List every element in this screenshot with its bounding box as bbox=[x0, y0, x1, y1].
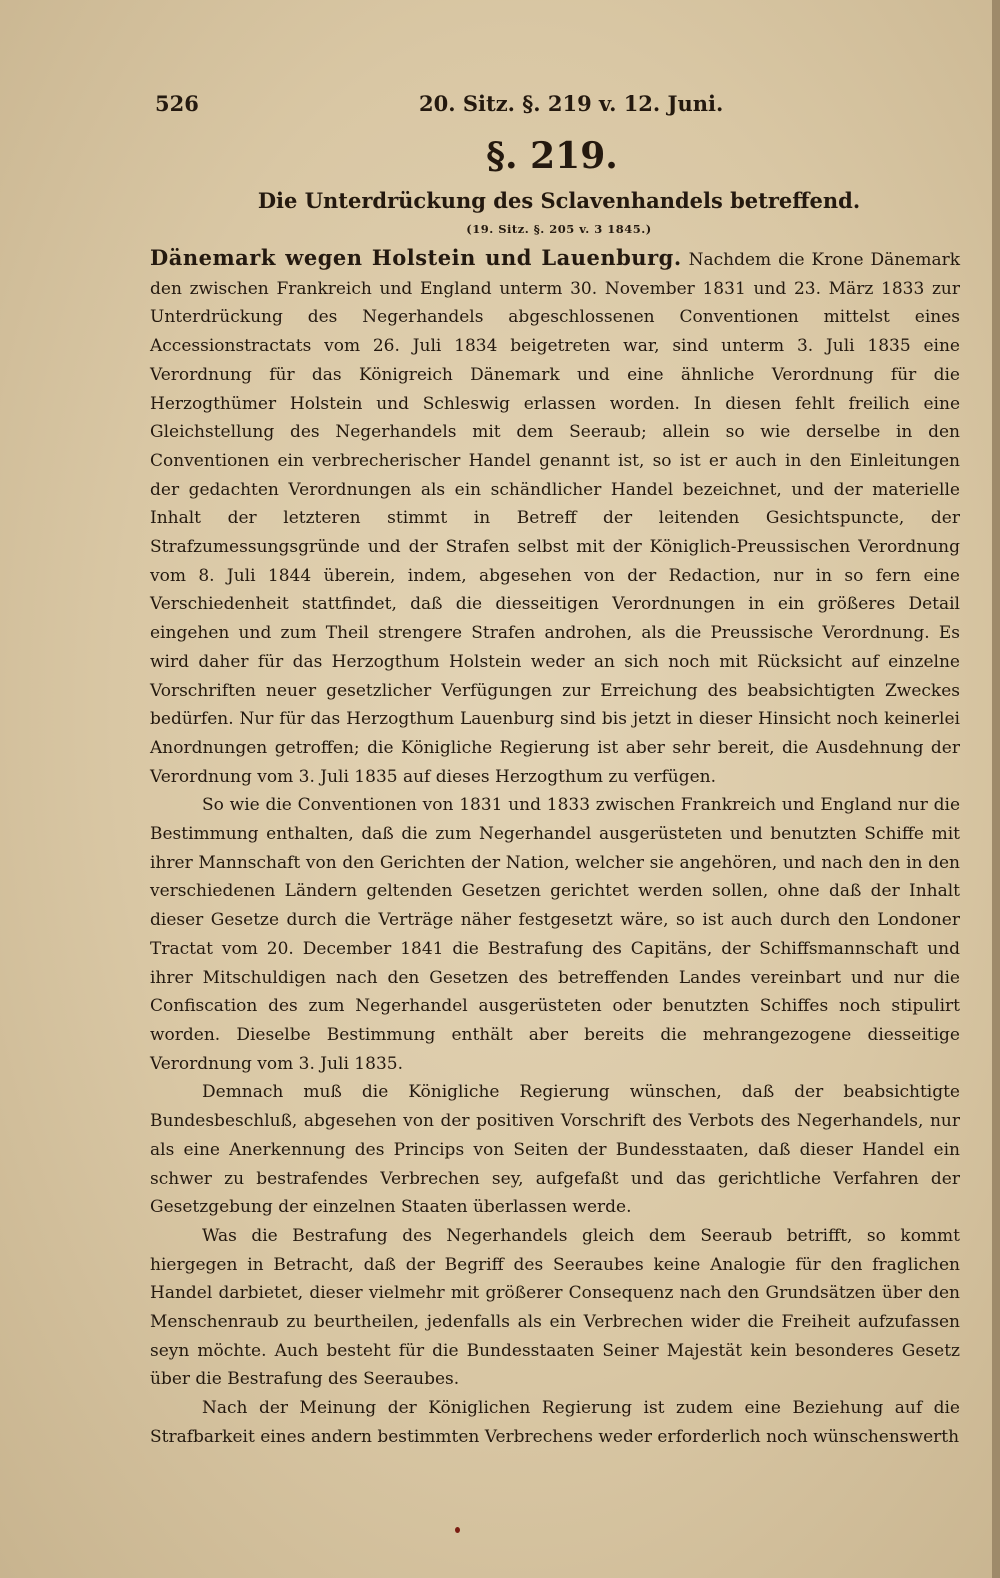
lead-heading: Dänemark wegen Holstein und Lauenburg. bbox=[150, 245, 682, 270]
page-header bbox=[152, 86, 956, 122]
paragraph-2: So wie die Conventionen von 1831 und 1833 zwischen Frankreich und England nur die Bestimmung enthalten, daß die zum Negerhandel ausgerüsteten und benutzten Schiffe mit ihrer Mannschaft von den Gerichten der Nation, welcher sie angehören, und nach den in den verschiedenen Ländern geltenden Gesetzen gerichtet werden sollen, ohne daß der Inhalt dieser Gesetze durch die Verträge näher festgesetzt wäre, so ist auch durch den Londoner Tractat vom 20. December 1841 die Bestrafung des Capitäns, der Schiffsmannschaft und ihrer Mitschuldigen nach den Gesetzen des betreffenden Landes vereinbart und nur die Confiscation des zum Negerhandel ausgerüsteten oder benutzten Schiffes noch stipulirt worden. Dieselbe Bestimmung enthält aber bereits die mehrangezogene diesseitige Verordnung vom 3. Juli 1835. bbox=[150, 795, 960, 1074]
paragraph-5: Nach der Meinung der Königlichen Regierung ist zudem eine Beziehung auf die Strafbarkeit eines andern bestimmten Verbrechens weder erforderlich noch wünschenswerth bbox=[150, 1398, 960, 1447]
body-text bbox=[150, 244, 960, 1452]
page-number: 526 bbox=[155, 91, 199, 116]
section-title: §. 219. bbox=[486, 135, 618, 177]
paragraph-1 bbox=[150, 244, 960, 791]
section-subject: Die Unterdrückung des Sclavenhandels betreffend. bbox=[257, 188, 861, 213]
paragraph-1-text: Nachdem die Krone Dänemark den zwischen Frankreich und England unterm 30. November 1831 und 23. März 1833 zur Unterdrückung des Negerhandels abgeschlossenen Conventionen mittelst eines Accessionstractats vom 26. Juli 1834 beigetreten war, sind unterm 3. Juli 1835 eine Verordnung für das Königreich Dänemark und eine ähnliche Verordnung für die Herzogthümer Holstein und Schleswig erlassen worden. In diesen fehlt freilich eine Gleichstellung des Negerhandels mit dem Seeraub; allein so wie derselbe in den Conventionen ein verbrecherischer Handel genannt ist, so ist er auch in den Einleitungen der gedachten Verordnungen als ein schändlicher Handel bezeichnet, und der materielle Inhalt der letzteren stimmt in Betreff der leitenden Gesichtspuncte, der Strafzumessungsgründe und der Strafen selbst mit der Königlich-Preussischen Verordnung vom 8. Juli 1844 überein, indem, abgesehen von der Redaction, nur in so fern eine Verschiedenheit stattfindet, daß die diesseitigen Verordnungen in ein größeres Detail eingehen und zum Theil strengere Strafen androhen, als die Preussische Verordnung. Es wird daher für das Herzogthum Holstein weder an sich noch mit Rücksicht auf einzelne Vorschriften neuer gesetzlicher Verfügungen zur Erreichung des beabsichtigten Zweckes bedürfen. Nur für das Herzogthum Lauenburg sind bis jetzt in dieser Hinsicht noch keinerlei Anordnungen getroffen; die Königliche Regierung ist aber sehr bereit, die Ausdehnung der Verordnung vom 3. Juli 1835 auf dieses Herzogthum zu verfügen. bbox=[150, 250, 961, 787]
section-reference: (19. Sitz. §. 205 v. 3 1845.) bbox=[466, 222, 652, 236]
paragraph-4: Was die Bestrafung des Negerhandels gleich dem Seeraub betrifft, so kommt hiergegen in Betracht, daß der Begriff des Seeraubes keine Analogie für den fraglichen Handel darbietet, dieser vielmehr mit größerer Consequenz nach den Grundsätzen über den Menschenraub zu beurtheilen, jedenfalls als ein Verbrechen wider die Freiheit aufzufassen seyn möchte. Auch besteht für die Bundesstaaten Seiner Majestät kein besonderes Gesetz über die Bestrafung des Seeraubes. bbox=[150, 1225, 960, 1390]
paragraph-3: Demnach muß die Königliche Regierung wünschen, daß der beabsichtigte Bundesbeschluß, abgesehen von der positiven Vorschrift des Verbots des Negerhandels, nur als eine Anerkennung des Princips von Seiten der Bundesstaaten, daß dieser Handel ein schwer zu bestrafendes Verbrechen sey, aufgefaßt und das gerichtliche Verfahren der Gesetzgebung der einzelnen Staaten überlassen werde. bbox=[150, 1082, 960, 1218]
ink-spot bbox=[455, 1527, 460, 1533]
running-head: 20. Sitz. §. 219 v. 12. Juni. bbox=[419, 91, 724, 116]
